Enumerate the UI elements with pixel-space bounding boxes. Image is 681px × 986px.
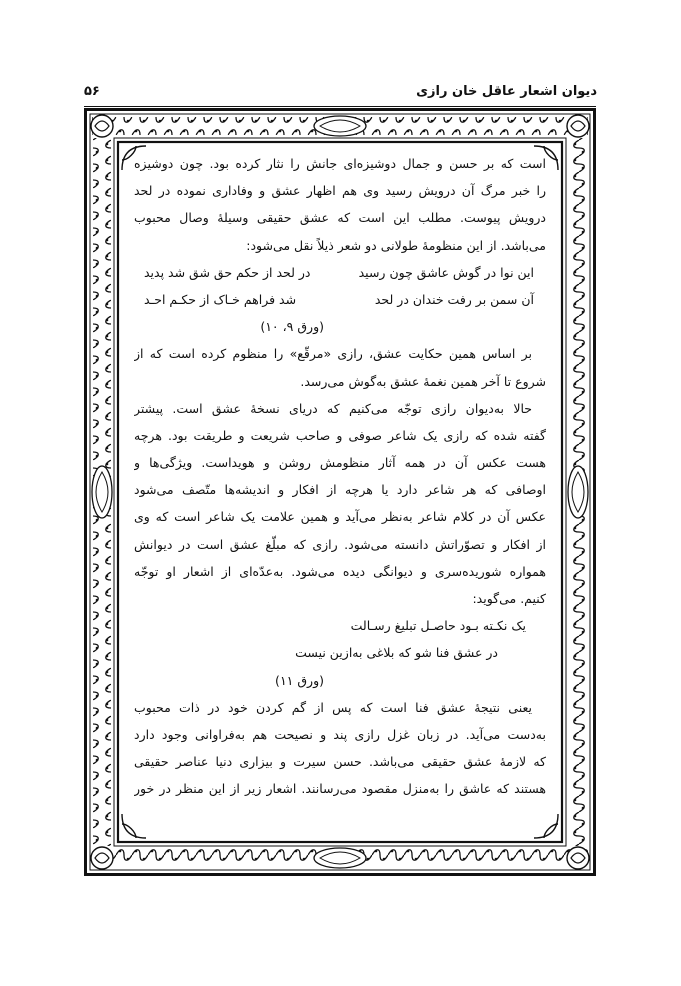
text-line: به‌دست می‌آید. در زبان غزل رازی پند و نصیحت هم به‌فراوانی وجود دارد [134,726,546,742]
folio-reference: (ورق ۹، ۱۰) [260,319,324,335]
text-line: را خبر مرگ آن درویش رسید وی هم اظهار عشق و وفاداری نموده در لحد [134,183,546,199]
hemistich-second: شد فراهم خـاک از حکـم احـد [144,291,297,307]
paragraph-3 [134,395,546,613]
text-line: است که بر حسن و جمال دوشیزه‌ای جانش را نثار کرده بود. چون دوشیزه [134,156,546,171]
running-header [84,84,597,106]
text-line: اوصافی که هر شاعر دارد یا هرچه از افکار و اندیشه‌ها متّصف می‌شود [134,482,546,498]
text-line: یعنی نتیجهٔ عشق فنا است که پس از گم کردن خود در ذات محبوب [134,699,532,715]
text-line: هستند که عاشق را به‌منزل مقصود می‌رسانند. اشعار زیر از این منظر در خور [134,781,546,797]
text-line: بر اساس همین حکایت عشق، رازی «مرقّع» را منظوم کرده است که از [134,346,532,362]
hemistich-first: آن سمن بر رفت خندان در لحد [374,291,534,307]
text-line: همواره شوریده‌سری و دیوانگی دیده می‌شود. به‌عدّه‌ای از اشعار او توجّه [134,563,546,579]
poem-hemistich: در عشق فنا شو که بلاغی به‌ازین نیست [295,645,498,661]
hemistich-second: در لحد از حکم حق شق شد پدید [144,264,311,280]
book-title: دیوان اشعار عاقل خان رازی [416,84,597,99]
folio-reference: (ورق ۱۱) [275,672,324,688]
hemistich-first: این نوا در گوش عاشق چون رسید [358,264,534,280]
page-number: ۵۶ [84,84,100,99]
poem-couplet [134,286,546,313]
text-line: گفته شده که رازی یک شاعر صوفی و صاحب شریعت و طریقت بود. هرچه [134,427,546,443]
poem-hemistich: یک نکـته بـود حاصـل تبلیغ رسـالت [350,618,526,634]
text-line: که لازمهٔ عشق حقیقی می‌باشد. حسن سیرت و بیزاری دنیا عناصر حقیقی [134,754,546,770]
text-line: شروع تا آخر همین نغمهٔ عشق به‌گوش می‌رسد. [300,373,546,389]
text-line: عکس آن در کلام شاعر به‌نظر می‌آید و همین علامت یک شاعر است که وی [134,509,546,525]
text-line: درویش پیوست. مطلب این است که عشق حقیقی وسیلهٔ وصال محبوب [134,210,546,226]
paragraph-4 [134,694,546,803]
text-line: حالا به‌دیوان رازی توجّه می‌کنیم که دریای نسخهٔ عشق است. پیشتر [134,400,532,416]
paragraph-1 [134,150,546,259]
text-line: کنیم. می‌گوید: [472,591,546,606]
paragraph-2 [134,340,546,394]
text-line: از افکار و تصوّراتش دانسته می‌شود. رازی که مبلّغ عشق است در دیوانش [134,536,546,552]
page-body [134,150,546,803]
poem-couplet [134,259,546,286]
text-line: می‌باشد. از این منظومهٔ طولانی دو شعر ذیلاً نقل می‌شود: [246,237,546,253]
header-rule [84,106,596,107]
text-line: هست عکس آن در همه آثار منظومش روشن و هویداست. ویژگی‌ها و [134,455,546,471]
